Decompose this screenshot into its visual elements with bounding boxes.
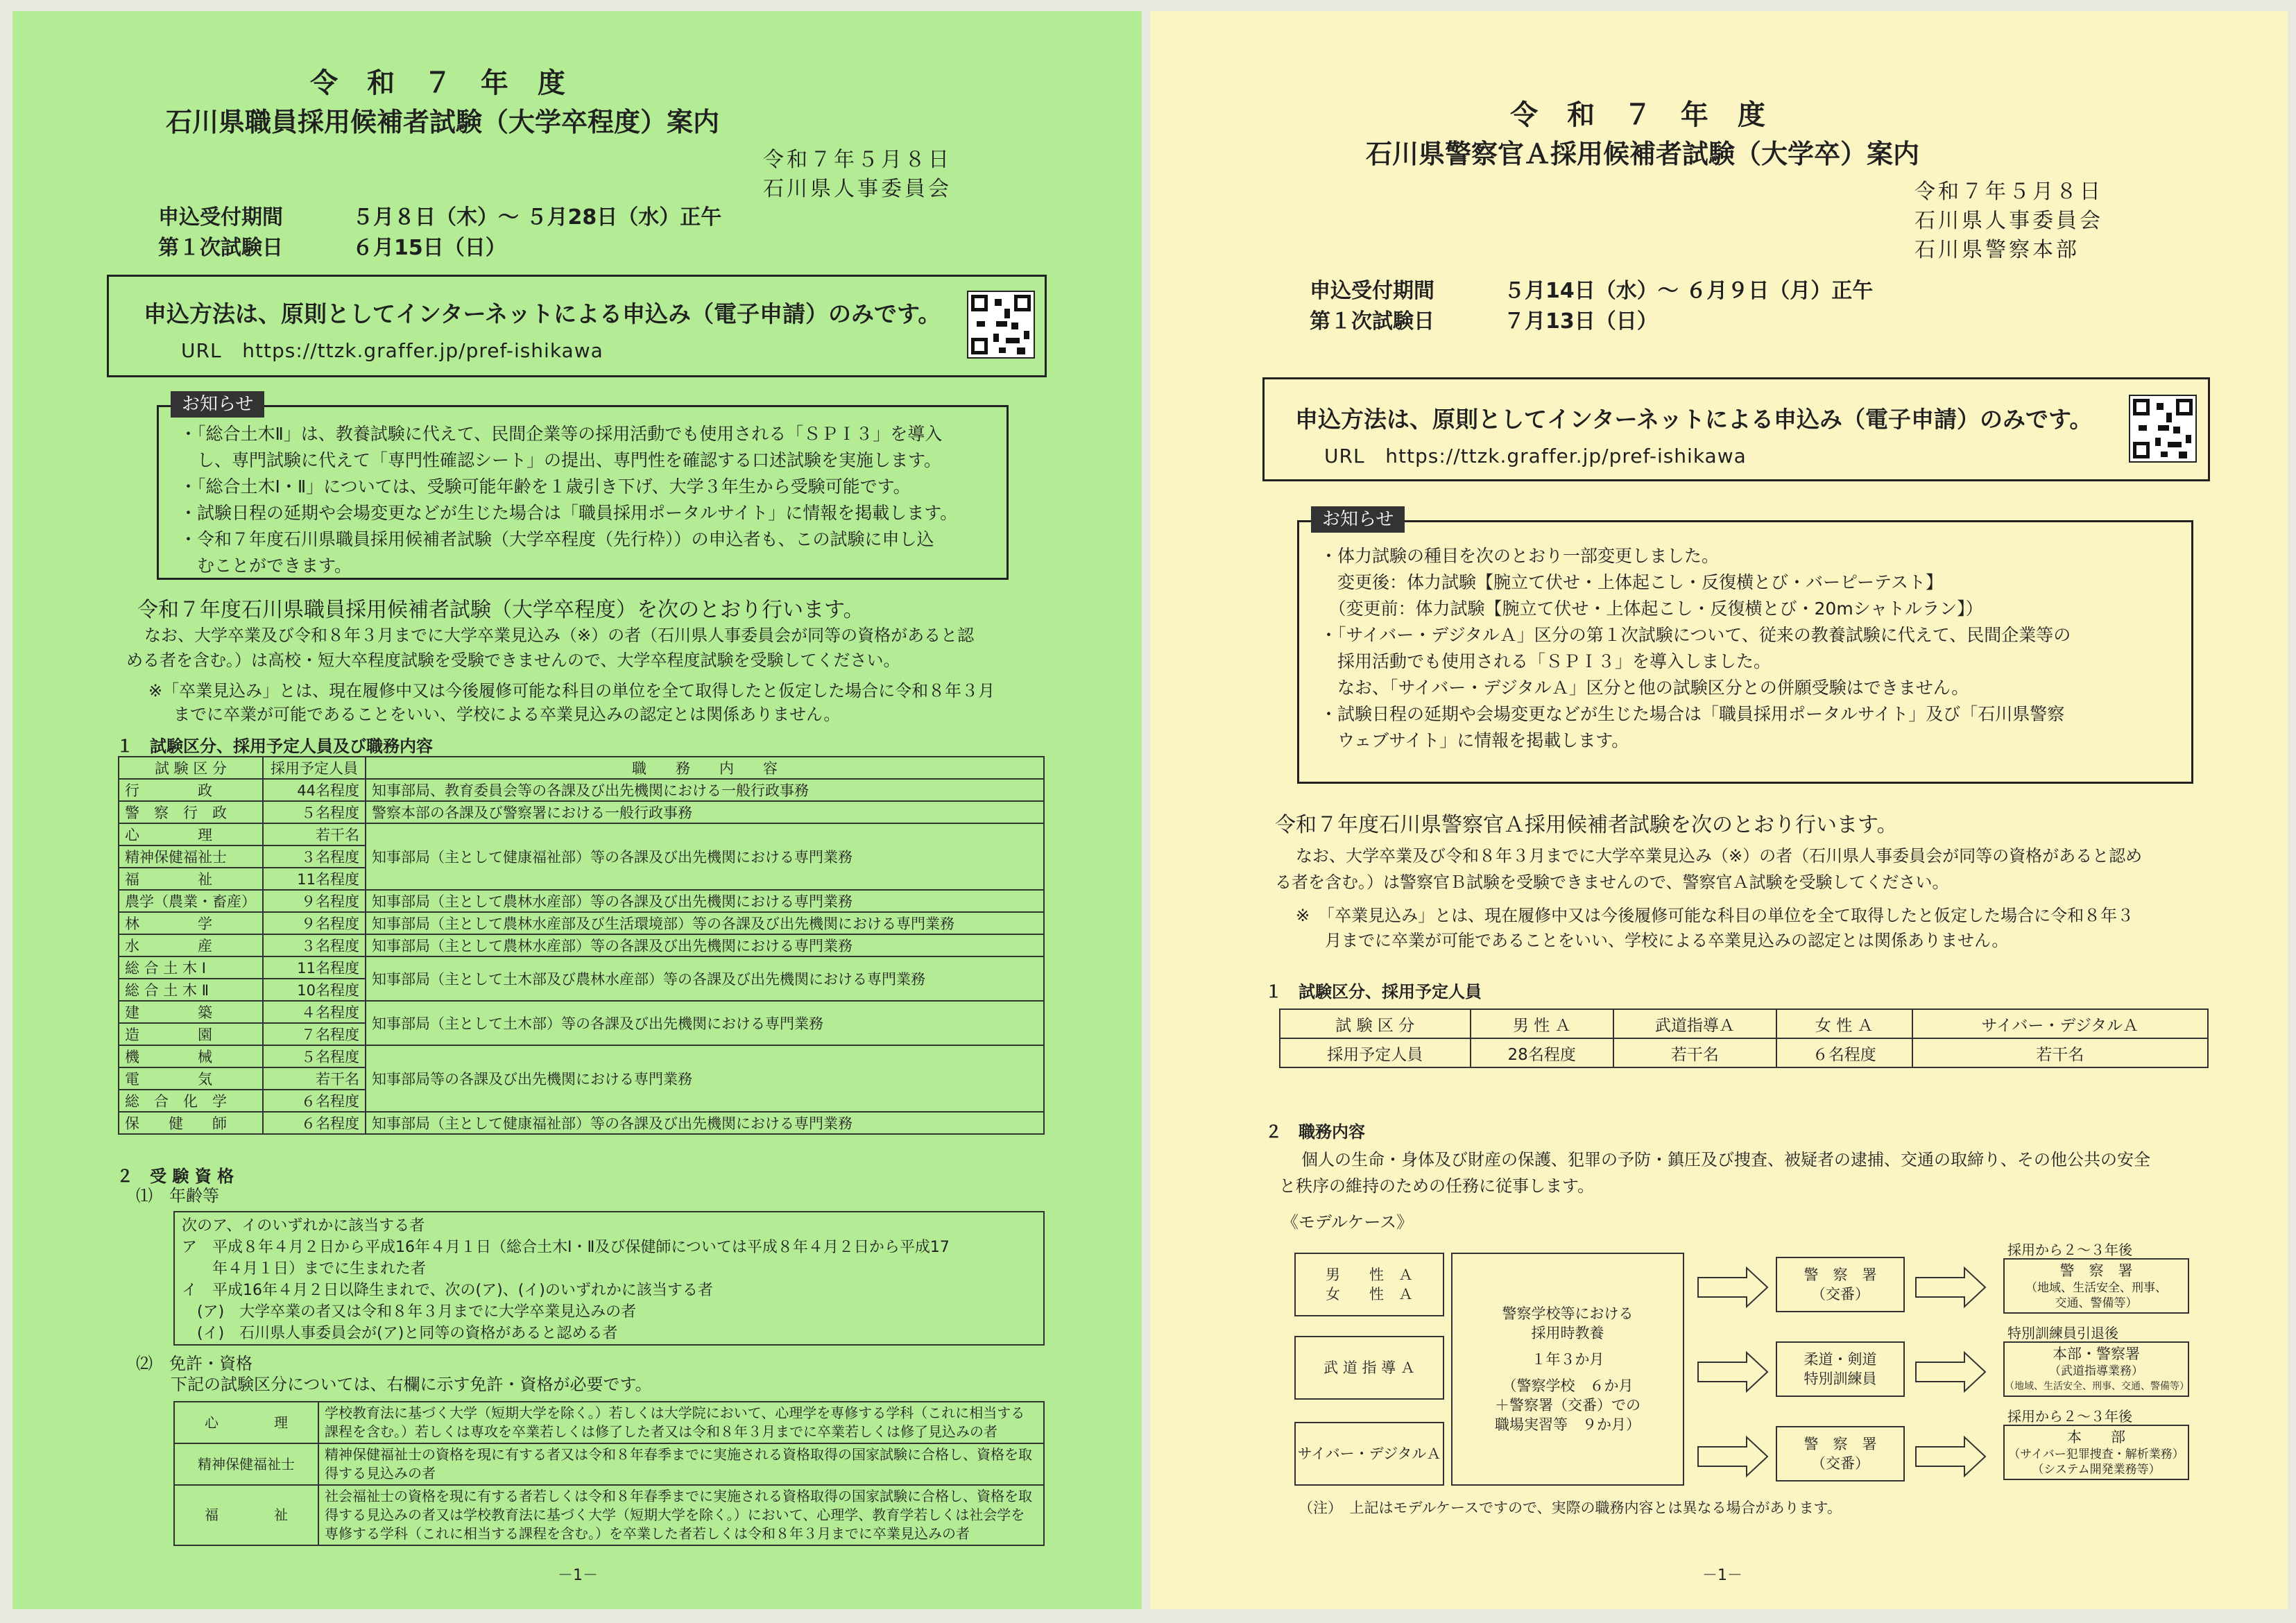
table-row <box>119 1045 1044 1067</box>
right-apply-method: 申込方法は、原則としてインターネットによる申込み（電子申請）のみです。 <box>1295 406 2093 433</box>
model-caption: 採用から２～３年後 <box>2007 1408 2132 1425</box>
right-notice-item: ウェブサイト」に情報を掲載します。 <box>1320 730 1629 750</box>
model-label: 警 察 署 <box>1804 1266 1877 1283</box>
right-positions-table <box>1279 1008 2209 1068</box>
right-intro: 令和７年度石川県警察官Ａ採用候補者試験を次のとおり行います。 <box>1275 813 1898 837</box>
left-apply-method: 申込方法は、原則としてインターネットによる申込み（電子申請）のみです。 <box>144 300 941 327</box>
exam-category: 電 気 <box>119 1067 263 1090</box>
model-end-box-3 <box>2003 1425 2189 1480</box>
right-duty-text: 個人の生命・身体及び財産の保護、犯罪の予防・鎮圧及び捜査、被疑者の逮捕、交通の取締り、その他公共の安全 <box>1301 1150 2150 1169</box>
table-row <box>119 890 1044 912</box>
model-label: 本部・警察署 <box>2053 1346 2140 1362</box>
left-page <box>12 11 1142 1609</box>
table-cell: 若干名 <box>1613 1038 1776 1067</box>
right-notice-item: なお、「サイバー・デジタルＡ」区分と他の試験区分との併願受験はできません。 <box>1320 678 1969 698</box>
table-header: 試 験 区 分 <box>119 757 263 779</box>
right-section-2: ２ 職務内容 <box>1265 1122 1365 1142</box>
left-date: 令和７年５月８日 <box>763 148 952 172</box>
right-title <box>1213 96 2073 173</box>
exam-category: 造 園 <box>119 1023 263 1045</box>
model-budo-box <box>1294 1336 1444 1400</box>
left-sched-label: 申込受付期間 <box>158 205 283 230</box>
table-cell: 28名程度 <box>1471 1038 1613 1067</box>
exam-category: 農学（農業・畜産） <box>119 890 263 912</box>
left-subsection-license: ⑵ 免許・資格 <box>136 1354 252 1373</box>
arrow-right-icon <box>1916 1437 1985 1476</box>
left-intro: 令和７年度石川県職員採用候補者試験（大学卒程度）を次のとおり行います。 <box>137 598 864 622</box>
exam-category: 福 祉 <box>119 868 263 890</box>
eligibility-line: 年４月１日）までに生まれた者 <box>182 1260 427 1278</box>
exam-category: 保 健 師 <box>119 1112 263 1134</box>
left-page-number: －1－ <box>558 1567 598 1584</box>
model-caption: 採用から２～３年後 <box>2007 1242 2132 1258</box>
exam-category: 総 合 化 学 <box>119 1090 263 1112</box>
table-cell: 試 験 区 分 <box>1280 1009 1471 1038</box>
right-notice-item: （変更前：体力試験【腕立て伏せ・上体起こし・反復横とび・20mシャトルラン】） <box>1320 599 1983 619</box>
model-label: 武 道 指 導 Ａ <box>1323 1359 1415 1376</box>
model-label: （武道指導業務） <box>2049 1364 2143 1378</box>
model-label: 警 察 署 <box>2059 1262 2133 1279</box>
model-label: 女 性 Ａ <box>1326 1286 1413 1303</box>
model-label: 警察学校等における <box>1502 1305 1634 1322</box>
planned-count: ９名程度 <box>263 890 366 912</box>
left-url-line <box>181 339 603 362</box>
license-category: 福 祉 <box>174 1485 318 1545</box>
license-category: 心 理 <box>174 1402 318 1443</box>
right-duty-text: と秩序の維持のための任務に従事します。 <box>1279 1176 1595 1196</box>
left-license-table <box>173 1401 1045 1546</box>
planned-count: 若干名 <box>263 1067 366 1090</box>
model-end-box-2 <box>2003 1341 2189 1397</box>
model-label: （地域、生活安全、刑事、交通、警備等） <box>2005 1381 2189 1392</box>
left-notice-item: ・試験日程の延期や会場変更などが生じた場合は「職員採用ポータルサイト」に情報を掲載します。 <box>180 503 958 523</box>
table-row <box>119 912 1044 934</box>
left-subsection-age: ⑴ 年齢等 <box>136 1186 219 1205</box>
left-sched-value: ６月15日（日） <box>352 236 506 260</box>
right-sched-value: ５月14日（水）～ ６月９日（月）正午 <box>1504 279 1874 303</box>
table-row <box>119 801 1044 823</box>
exam-category: 水 産 <box>119 934 263 956</box>
model-end-box-1 <box>2003 1258 2189 1314</box>
table-row <box>1280 1038 2208 1067</box>
right-notice-item: 変更後：体力試験【腕立て伏せ・上体起こし・反復横とび・バーピーテスト】 <box>1320 572 1944 592</box>
exam-category: 心 理 <box>119 823 263 845</box>
left-license-note: 下記の試験区分については、右欄に示す免許・資格が必要です。 <box>171 1375 652 1394</box>
license-requirement: 学校教育法に基づく大学（短期大学を除く。）若しくは大学院において、心理学を専修する学科（これに相当する課程を含む。）若しくは専攻を卒業若しくは修了した者又は令和８年３月までに卒業若しくは修了見込みの者 <box>318 1402 1044 1443</box>
right-date: 令和７年５月８日 <box>1914 180 2103 204</box>
license-requirement: 精神保健福祉士の資格を現に有する者又は令和８年春季までに実施される資格取得の国家試験に合格し、資格を取得する見込みの者 <box>318 1443 1044 1485</box>
right-notice-item: ・試験日程の延期や会場変更などが生じた場合は「職員採用ポータルサイト」及び「石川県警察 <box>1320 704 2065 724</box>
left-url[interactable]: https://ttzk.graffer.jp/pref-ishikawa <box>242 339 603 362</box>
table-row <box>1280 1009 2208 1038</box>
left-note: める者を含む。）は高校・短大卒程度試験を受験できませんので、大学卒程度試験を受験してください。 <box>126 651 900 670</box>
table-row <box>119 956 1044 979</box>
left-schedule <box>158 203 721 264</box>
right-issuer: 石川県警察本部 <box>1914 238 2080 262</box>
left-issuer: 石川県人事委員会 <box>763 177 952 201</box>
eligibility-line: イ 平成16年４月２日以降生まれで、次の(ア)、(イ)のいずれかに該当する者 <box>182 1282 713 1299</box>
right-notice-item: 採用活動でも使用される「ＳＰＩ３」を導入しました。 <box>1320 651 1772 671</box>
model-caption: 特別訓練員引退後 <box>2007 1325 2118 1341</box>
left-apply-box <box>107 275 1047 377</box>
table-header: 職 務 内 容 <box>366 757 1044 779</box>
left-eligibility-box <box>173 1211 1045 1346</box>
left-note: なお、大学卒業及び令和８年３月までに大学卒業見込み（※）の者（石川県人事委員会が同等の資格があると認 <box>144 626 975 645</box>
right-model-note: （注） 上記はモデルケースですので、実際の職務内容とは異なる場合があります。 <box>1299 1500 1842 1516</box>
planned-count: ３名程度 <box>263 934 366 956</box>
duty-description: 知事部局（主として健康福祉部）等の各課及び出先機関における専門業務 <box>366 823 1044 890</box>
exam-category: 精神保健福祉士 <box>119 845 263 868</box>
left-note: までに卒業が可能であることをいい、学校による卒業見込みの認定とは関係ありません。 <box>173 705 841 724</box>
right-issuer: 石川県人事委員会 <box>1914 209 2103 233</box>
left-notice-box <box>157 405 1009 580</box>
model-label: （システム開発業務等） <box>2032 1463 2161 1477</box>
eligibility-line: ア 平成８年４月２日から平成16年４月１日（総合土木Ⅰ・Ⅱ及び保健師については平成８年４月２日から平成17 <box>182 1239 950 1256</box>
license-requirement: 社会福祉士の資格を現に有する者若しくは令和８年春季までに実施される資格取得の国家試験に合格し、資格を取得する見込みの者又は学校教育法に基づく大学（短期大学を除く。）において、心理学、教育学若しくは社会学を専修する学科（これに相当する課程を含む。）を卒業した者若しくは令和８年３月までに卒業見込みの者 <box>318 1485 1044 1545</box>
table-cell: 採用予定人員 <box>1280 1038 1471 1067</box>
table-cell: サイバー・デジタルＡ <box>1912 1009 2209 1038</box>
duty-description: 知事部局、教育委員会等の各課及び出先機関における一般行政事務 <box>366 779 1044 801</box>
planned-count: ３名程度 <box>263 845 366 868</box>
model-arrows-right <box>1909 1265 2013 1487</box>
left-section-1: １ 試験区分、採用予定人員及び職務内容 <box>117 737 433 756</box>
left-notice-tag: お知らせ <box>171 391 264 418</box>
table-cell: 若干名 <box>1912 1038 2209 1067</box>
exam-category: 総 合 土 木 Ⅰ <box>119 956 263 979</box>
right-page <box>1150 11 2288 1609</box>
model-label: 特別訓練員 <box>1804 1371 1877 1387</box>
duty-description: 知事部局（主として農林水産部）等の各課及び出先機関における専門業務 <box>366 934 1044 956</box>
exam-category: 総 合 土 木 Ⅱ <box>119 979 263 1001</box>
planned-count: 11名程度 <box>263 868 366 890</box>
table-header: 採用予定人員 <box>263 757 366 779</box>
right-note: ※ 「卒業見込み」とは、現在履修中又は今後履修可能な科目の単位を全て取得したと仮定した場合に令和８年３ <box>1296 906 2134 925</box>
model-koban-box-1 <box>1776 1257 1905 1312</box>
planned-count: ６名程度 <box>263 1090 366 1112</box>
arrow-right-icon <box>1698 1352 1767 1391</box>
model-male-female-box <box>1294 1253 1444 1316</box>
table-cell: 男 性 Ａ <box>1471 1009 1613 1038</box>
model-label: サイバー・デジタルＡ <box>1297 1445 1441 1462</box>
right-note: 月までに卒業が可能であることをいい、学校による卒業見込みの認定とは関係ありません。 <box>1325 931 2009 950</box>
arrow-right-icon <box>1916 1352 1985 1391</box>
left-section-2: ２ 受 験 資 格 <box>117 1167 234 1186</box>
model-training-box <box>1451 1253 1684 1486</box>
right-note: なお、大学卒業及び令和８年３月までに大学卒業見込み（※）の者（石川県人事委員会が同等の資格があると認め <box>1296 846 2143 866</box>
exam-category: 林 学 <box>119 912 263 934</box>
right-notice-box <box>1297 520 2193 784</box>
table-row <box>119 823 1044 845</box>
model-koban-box-2 <box>1776 1426 1905 1482</box>
planned-count: ５名程度 <box>263 801 366 823</box>
right-notice-item: ・「サイバー・デジタルＡ」区分の第１次試験について、従来の教養試験に代えて、民間企業等の <box>1320 625 2071 645</box>
model-label: 交通、警備等） <box>2055 1296 2138 1310</box>
arrow-right-icon <box>1916 1268 1985 1307</box>
right-sched-label: 第１次試験日 <box>1310 309 1434 334</box>
left-title <box>12 64 873 141</box>
duty-description: 知事部局（主として農林水産部及び生活環境部）等の各課及び出先機関における専門業務 <box>366 912 1044 934</box>
planned-count: ４名程度 <box>263 1001 366 1023</box>
planned-count: 44名程度 <box>263 779 366 801</box>
right-notice-tag: お知らせ <box>1311 506 1405 533</box>
table-cell: 女 性 Ａ <box>1776 1009 1912 1038</box>
right-notice-item: ・体力試験の種目を次のとおり一部変更しました。 <box>1320 546 1720 566</box>
table-row <box>174 1402 1044 1443</box>
right-apply-box <box>1262 377 2210 481</box>
left-title-year: 令 和 ７ 年 度 <box>310 67 575 99</box>
duty-description: 知事部局（主として農林水産部）等の各課及び出先機関における専門業務 <box>366 890 1044 912</box>
eligibility-line: (イ) 石川県人事委員会が(ア)と同等の資格があると認める者 <box>182 1325 618 1342</box>
duty-description: 警察本部の各課及び警察署における一般行政事務 <box>366 801 1044 823</box>
model-label: 採用時教養 <box>1531 1325 1604 1341</box>
right-sched-value: ７月13日（日） <box>1504 309 1658 334</box>
right-page-number: －1－ <box>1702 1567 1742 1584</box>
planned-count: ６名程度 <box>263 1112 366 1134</box>
exam-category: 機 械 <box>119 1045 263 1067</box>
model-label: 男 性 Ａ <box>1326 1266 1413 1283</box>
left-notice-item: ・令和７年度石川県職員採用候補者試験（大学卒程度（先行枠））の申込者も、この試験に申し込 <box>180 529 934 549</box>
planned-count: 若干名 <box>263 823 366 845</box>
left-sched-label: 第１次試験日 <box>158 236 283 260</box>
model-label: （地域、生活安全、刑事、 <box>2025 1281 2167 1295</box>
right-title-main: 石川県警察官Ａ採用候補者試験（大学卒）案内 <box>1365 139 1919 169</box>
table-row <box>119 934 1044 956</box>
planned-count: ７名程度 <box>263 1023 366 1045</box>
table-row <box>174 1443 1044 1485</box>
planned-count: 10名程度 <box>263 979 366 1001</box>
right-url[interactable]: https://ttzk.graffer.jp/pref-ishikawa <box>1385 445 1747 467</box>
model-label: １年３か月 <box>1531 1351 1604 1368</box>
left-notice-item: し、専門試験に代えて「専門性確認シート」の提出、専門性を確認する口述試験を実施します。 <box>180 450 942 470</box>
exam-category: 警 察 行 政 <box>119 801 263 823</box>
right-section-1: １ 試験区分、採用予定人員 <box>1265 982 1482 1002</box>
left-note: ※「卒業見込み」とは、現在履修中又は今後履修可能な科目の単位を全て取得したと仮定した場合に令和８年３月 <box>148 681 995 701</box>
model-label: （警察学校 ６か月 <box>1502 1377 1634 1394</box>
left-title-main: 石川県職員採用候補者試験（大学卒程度）案内 <box>165 107 719 137</box>
model-label: 警 察 署 <box>1804 1436 1877 1452</box>
license-category: 精神保健福祉士 <box>174 1443 318 1485</box>
exam-category: 建 築 <box>119 1001 263 1023</box>
arrow-right-icon <box>1698 1437 1767 1476</box>
model-label: （交番） <box>1811 1455 1869 1472</box>
table-cell: ６名程度 <box>1776 1038 1912 1067</box>
left-notice-item: むことができます。 <box>180 556 352 576</box>
right-url-label: URL <box>1324 445 1365 467</box>
right-note: る者を含む。）は警察官Ｂ試験を受験できませんので、警察官Ａ試験を受験してください。 <box>1275 873 1949 892</box>
duty-description: 知事部局（主として健康福祉部）等の各課及び出先機関における専門業務 <box>366 1112 1044 1134</box>
model-label: 本 部 <box>2067 1429 2125 1445</box>
model-label: （交番） <box>1811 1286 1869 1303</box>
planned-count: 11名程度 <box>263 956 366 979</box>
left-qr-code[interactable] <box>967 291 1035 359</box>
right-model-title: 《モデルケース》 <box>1282 1212 1414 1232</box>
table-cell: 武道指導Ａ <box>1613 1009 1776 1038</box>
table-row <box>119 1112 1044 1134</box>
table-row <box>119 1001 1044 1023</box>
model-label: 職場実習等 ９か月） <box>1495 1416 1640 1433</box>
left-date-block <box>763 146 952 204</box>
planned-count: ５名程度 <box>263 1045 366 1067</box>
duty-description: 知事部局（主として土木部）等の各課及び出先機関における専門業務 <box>366 1001 1044 1045</box>
exam-category: 行 政 <box>119 779 263 801</box>
right-title-year: 令 和 ７ 年 度 <box>1510 99 1775 131</box>
table-row <box>119 779 1044 801</box>
duty-description: 知事部局等の各課及び出先機関における専門業務 <box>366 1045 1044 1112</box>
right-sched-label: 申込受付期間 <box>1310 279 1434 303</box>
duty-description: 知事部局（主として土木部及び農林水産部）等の各課及び出先機関における専門業務 <box>366 956 1044 1001</box>
table-row <box>174 1485 1044 1545</box>
left-notice-item: ・「総合土木Ⅰ・Ⅱ」については、受験可能年齢を１歳引き下げ、大学３年生から受験可能です。 <box>180 476 911 497</box>
arrow-right-icon <box>1698 1268 1767 1307</box>
model-cyber-box <box>1294 1422 1444 1486</box>
right-date-block <box>1914 178 2103 265</box>
planned-count: ９名程度 <box>263 912 366 934</box>
model-label: （サイバー犯罪捜査・解析業務） <box>2008 1448 2184 1461</box>
left-url-label: URL <box>181 339 222 362</box>
eligibility-line: 次のア、イのいずれかに該当する者 <box>182 1217 425 1235</box>
right-schedule <box>1310 276 1873 337</box>
left-positions-table <box>118 756 1045 1135</box>
model-label: 柔道・剣道 <box>1804 1351 1877 1368</box>
eligibility-line: (ア) 大学卒業の者又は令和８年３月までに大学卒業見込みの者 <box>182 1303 637 1321</box>
right-qr-code[interactable] <box>2129 395 2197 463</box>
model-special-trainee-box <box>1776 1341 1905 1397</box>
left-notice-item: ・「総合土木Ⅱ」は、教養試験に代えて、民間企業等の採用活動でも使用される「ＳＰＩ３」を導入 <box>180 424 943 444</box>
model-label: ＋警察署（交番）での <box>1495 1397 1640 1414</box>
left-sched-value: ５月８日（木）～ ５月28日（水）正午 <box>352 205 722 230</box>
right-url-line <box>1324 445 1747 467</box>
